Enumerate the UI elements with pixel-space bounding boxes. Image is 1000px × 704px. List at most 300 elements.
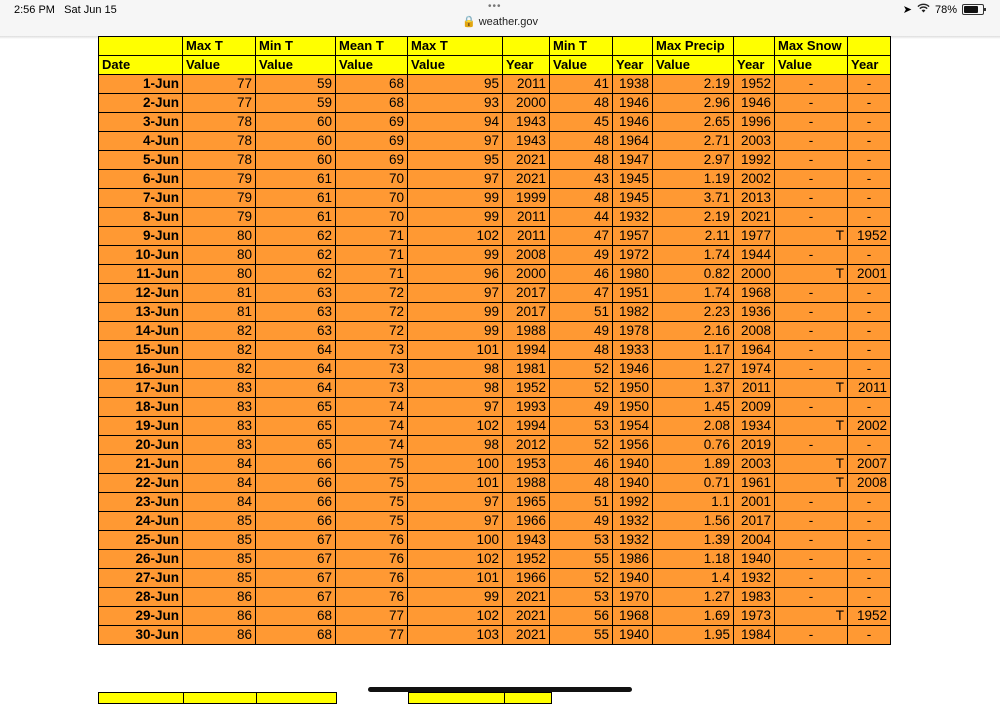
date-cell: 22-Jun — [99, 474, 183, 493]
value-cell: - — [848, 132, 891, 151]
value-cell: 73 — [336, 379, 408, 398]
address-bar[interactable] — [0, 15, 1000, 28]
value-cell: 85 — [183, 550, 256, 569]
value-cell: 1940 — [613, 455, 653, 474]
value-cell: 69 — [336, 132, 408, 151]
value-cell: - — [775, 322, 848, 341]
value-cell: 1952 — [848, 227, 891, 246]
value-cell: 1988 — [503, 322, 550, 341]
value-cell: 48 — [550, 151, 613, 170]
value-cell: 94 — [408, 113, 503, 132]
value-cell: 71 — [336, 265, 408, 284]
value-cell: - — [848, 550, 891, 569]
value-cell: 72 — [336, 284, 408, 303]
value-cell: 75 — [336, 512, 408, 531]
group-header-cell: Max Snow — [775, 37, 848, 56]
value-cell: 1994 — [503, 417, 550, 436]
group-header-cell: Min T — [550, 37, 613, 56]
value-cell: - — [848, 151, 891, 170]
value-cell: 61 — [256, 208, 336, 227]
value-cell: - — [848, 246, 891, 265]
value-cell: 2011 — [503, 227, 550, 246]
table-row — [99, 360, 891, 379]
value-cell: 59 — [256, 75, 336, 94]
value-cell: - — [848, 303, 891, 322]
value-cell: 1.56 — [653, 512, 734, 531]
value-cell: 2021 — [503, 607, 550, 626]
value-cell: 45 — [550, 113, 613, 132]
value-cell: 99 — [408, 322, 503, 341]
value-cell: 2000 — [734, 265, 775, 284]
value-cell: 49 — [550, 322, 613, 341]
home-indicator[interactable] — [368, 687, 632, 692]
multitask-dots-icon[interactable]: ••• — [488, 1, 502, 12]
value-cell: 2.19 — [653, 75, 734, 94]
value-cell: 2008 — [734, 322, 775, 341]
value-cell: 1.17 — [653, 341, 734, 360]
value-cell: 83 — [183, 398, 256, 417]
value-cell: 84 — [183, 474, 256, 493]
sub-header-cell: Year — [848, 56, 891, 75]
value-cell: 1968 — [734, 284, 775, 303]
value-cell: 2021 — [503, 170, 550, 189]
value-cell: 61 — [256, 189, 336, 208]
value-cell: 74 — [336, 436, 408, 455]
value-cell: 76 — [336, 550, 408, 569]
value-cell: 1.18 — [653, 550, 734, 569]
value-cell: 1946 — [613, 113, 653, 132]
location-icon: ➤ — [902, 4, 912, 16]
value-cell: T — [775, 265, 848, 284]
next-table-cell — [183, 692, 257, 704]
value-cell: 76 — [336, 569, 408, 588]
value-cell: 70 — [336, 170, 408, 189]
value-cell: 2017 — [503, 284, 550, 303]
value-cell: 1940 — [613, 569, 653, 588]
value-cell: 51 — [550, 493, 613, 512]
value-cell: 2012 — [503, 436, 550, 455]
table-row — [99, 151, 891, 170]
battery-icon — [962, 4, 984, 15]
value-cell: 2.08 — [653, 417, 734, 436]
value-cell: 67 — [256, 531, 336, 550]
value-cell: 2.97 — [653, 151, 734, 170]
date-cell: 26-Jun — [99, 550, 183, 569]
value-cell: 1940 — [613, 474, 653, 493]
value-cell: 1.69 — [653, 607, 734, 626]
value-cell: 1974 — [734, 360, 775, 379]
value-cell: 1952 — [734, 75, 775, 94]
value-cell: 84 — [183, 455, 256, 474]
value-cell: 76 — [336, 588, 408, 607]
value-cell: - — [775, 360, 848, 379]
sub-header-cell: Year — [734, 56, 775, 75]
value-cell: 101 — [408, 569, 503, 588]
table-row — [99, 379, 891, 398]
value-cell: - — [848, 113, 891, 132]
value-cell: 79 — [183, 170, 256, 189]
next-table-cell — [504, 692, 552, 704]
date-cell: 23-Jun — [99, 493, 183, 512]
value-cell: 78 — [183, 113, 256, 132]
value-cell: 80 — [183, 246, 256, 265]
value-cell: 68 — [336, 75, 408, 94]
value-cell: 1.27 — [653, 360, 734, 379]
value-cell: 1996 — [734, 113, 775, 132]
value-cell: 1947 — [613, 151, 653, 170]
value-cell: 3.71 — [653, 189, 734, 208]
value-cell: 47 — [550, 284, 613, 303]
value-cell: 76 — [336, 531, 408, 550]
value-cell: 1972 — [613, 246, 653, 265]
value-cell: T — [775, 227, 848, 246]
table-row — [99, 94, 891, 113]
value-cell: 1986 — [613, 550, 653, 569]
value-cell: 68 — [256, 607, 336, 626]
value-cell: 1.19 — [653, 170, 734, 189]
value-cell: - — [775, 151, 848, 170]
value-cell: 51 — [550, 303, 613, 322]
date-cell: 20-Jun — [99, 436, 183, 455]
value-cell: T — [775, 474, 848, 493]
sub-header-cell: Value — [408, 56, 503, 75]
value-cell: 97 — [408, 284, 503, 303]
table-row — [99, 132, 891, 151]
value-cell: 96 — [408, 265, 503, 284]
value-cell: 82 — [183, 341, 256, 360]
date-cell: 18-Jun — [99, 398, 183, 417]
table-row — [99, 455, 891, 474]
value-cell: - — [775, 588, 848, 607]
value-cell: 2003 — [734, 455, 775, 474]
date-cell: 4-Jun — [99, 132, 183, 151]
date-cell: 5-Jun — [99, 151, 183, 170]
value-cell: 47 — [550, 227, 613, 246]
date-cell: 16-Jun — [99, 360, 183, 379]
table-row — [99, 75, 891, 94]
table-row — [99, 626, 891, 645]
value-cell: 81 — [183, 303, 256, 322]
table-row — [99, 208, 891, 227]
value-cell: 97 — [408, 493, 503, 512]
value-cell: 97 — [408, 170, 503, 189]
table-row — [99, 493, 891, 512]
value-cell: 1984 — [734, 626, 775, 645]
date-cell: 28-Jun — [99, 588, 183, 607]
value-cell: 99 — [408, 246, 503, 265]
value-cell: 48 — [550, 189, 613, 208]
date-cell: 3-Jun — [99, 113, 183, 132]
value-cell: 2.16 — [653, 322, 734, 341]
next-table-cell — [408, 692, 505, 704]
value-cell: - — [848, 493, 891, 512]
value-cell: - — [848, 512, 891, 531]
date-cell: 24-Jun — [99, 512, 183, 531]
value-cell: 100 — [408, 455, 503, 474]
value-cell: 83 — [183, 417, 256, 436]
value-cell: - — [775, 75, 848, 94]
value-cell: 1932 — [613, 512, 653, 531]
value-cell: 2007 — [848, 455, 891, 474]
value-cell: 85 — [183, 569, 256, 588]
value-cell: 0.71 — [653, 474, 734, 493]
group-header-cell — [613, 37, 653, 56]
date-cell: 9-Jun — [99, 227, 183, 246]
value-cell: 75 — [336, 455, 408, 474]
table-row — [99, 474, 891, 493]
value-cell: 60 — [256, 151, 336, 170]
value-cell: 2.11 — [653, 227, 734, 246]
group-header-cell — [848, 37, 891, 56]
value-cell: 72 — [336, 322, 408, 341]
value-cell: 2019 — [734, 436, 775, 455]
group-header-cell — [99, 37, 183, 56]
value-cell: 65 — [256, 398, 336, 417]
value-cell: 97 — [408, 132, 503, 151]
value-cell: 1964 — [734, 341, 775, 360]
date-cell: 12-Jun — [99, 284, 183, 303]
value-cell: 86 — [183, 607, 256, 626]
value-cell: - — [848, 436, 891, 455]
value-cell: 73 — [336, 360, 408, 379]
value-cell: 2.23 — [653, 303, 734, 322]
value-cell: - — [848, 588, 891, 607]
sub-header-cell: Value — [256, 56, 336, 75]
value-cell: 55 — [550, 626, 613, 645]
value-cell: - — [848, 398, 891, 417]
value-cell: 1.39 — [653, 531, 734, 550]
value-cell: 1936 — [734, 303, 775, 322]
value-cell: 77 — [183, 94, 256, 113]
value-cell: 80 — [183, 265, 256, 284]
sub-header-cell: Year — [613, 56, 653, 75]
value-cell: 2.19 — [653, 208, 734, 227]
value-cell: 1940 — [613, 626, 653, 645]
value-cell: 71 — [336, 246, 408, 265]
value-cell: 1980 — [613, 265, 653, 284]
value-cell: 56 — [550, 607, 613, 626]
value-cell: 52 — [550, 436, 613, 455]
table-row — [99, 436, 891, 455]
value-cell: - — [848, 284, 891, 303]
table-row — [99, 303, 891, 322]
status-date: Sat Jun 15 — [64, 4, 117, 16]
date-cell: 25-Jun — [99, 531, 183, 550]
value-cell: 1943 — [503, 531, 550, 550]
value-cell: 1957 — [613, 227, 653, 246]
sub-header-cell: Value — [775, 56, 848, 75]
value-cell: 48 — [550, 94, 613, 113]
sub-header-cell: Date — [99, 56, 183, 75]
value-cell: 102 — [408, 227, 503, 246]
value-cell: 1981 — [503, 360, 550, 379]
value-cell: 1.74 — [653, 284, 734, 303]
url-text: weather.gov — [478, 16, 539, 28]
value-cell: 1938 — [613, 75, 653, 94]
value-cell: 2.96 — [653, 94, 734, 113]
value-cell: 2021 — [503, 626, 550, 645]
group-header-cell — [503, 37, 550, 56]
sub-header-row — [99, 56, 891, 75]
value-cell: 1966 — [503, 569, 550, 588]
value-cell: 82 — [183, 360, 256, 379]
value-cell: 1940 — [734, 550, 775, 569]
date-cell: 15-Jun — [99, 341, 183, 360]
value-cell: 1953 — [503, 455, 550, 474]
table-row — [99, 550, 891, 569]
group-header-cell: Max Precip — [653, 37, 734, 56]
date-cell: 13-Jun — [99, 303, 183, 322]
value-cell: 2003 — [734, 132, 775, 151]
value-cell: 1944 — [734, 246, 775, 265]
value-cell: 2011 — [848, 379, 891, 398]
value-cell: 1932 — [613, 208, 653, 227]
value-cell: 2001 — [848, 265, 891, 284]
value-cell: 1970 — [613, 588, 653, 607]
value-cell: 2.71 — [653, 132, 734, 151]
value-cell: 1999 — [503, 189, 550, 208]
value-cell: - — [848, 360, 891, 379]
value-cell: 83 — [183, 436, 256, 455]
group-header-cell: Max T — [183, 37, 256, 56]
value-cell: 86 — [183, 588, 256, 607]
value-cell: 1978 — [613, 322, 653, 341]
date-cell: 10-Jun — [99, 246, 183, 265]
value-cell: 52 — [550, 569, 613, 588]
value-cell: 66 — [256, 455, 336, 474]
status-time: 2:56 PM — [14, 4, 55, 16]
value-cell: - — [848, 531, 891, 550]
value-cell: 59 — [256, 94, 336, 113]
value-cell: 1933 — [613, 341, 653, 360]
value-cell: 78 — [183, 132, 256, 151]
value-cell: 1964 — [613, 132, 653, 151]
value-cell: - — [848, 75, 891, 94]
status-bar — [0, 0, 1000, 36]
value-cell: 52 — [550, 360, 613, 379]
value-cell: 1.45 — [653, 398, 734, 417]
value-cell: 1.74 — [653, 246, 734, 265]
group-header-cell: Min T — [256, 37, 336, 56]
value-cell: 1954 — [613, 417, 653, 436]
value-cell: 49 — [550, 512, 613, 531]
value-cell: 66 — [256, 474, 336, 493]
table-row — [99, 512, 891, 531]
value-cell: 53 — [550, 531, 613, 550]
value-cell: 48 — [550, 132, 613, 151]
value-cell: 64 — [256, 341, 336, 360]
table-row — [99, 588, 891, 607]
group-header-cell: Max T — [408, 37, 503, 56]
value-cell: 1992 — [613, 493, 653, 512]
value-cell: 1993 — [503, 398, 550, 417]
value-cell: 70 — [336, 208, 408, 227]
table-row — [99, 189, 891, 208]
value-cell: 46 — [550, 455, 613, 474]
value-cell: 49 — [550, 398, 613, 417]
value-cell: 82 — [183, 322, 256, 341]
value-cell: 43 — [550, 170, 613, 189]
value-cell: - — [775, 493, 848, 512]
value-cell: 80 — [183, 227, 256, 246]
sub-header-cell: Value — [336, 56, 408, 75]
value-cell: 1951 — [613, 284, 653, 303]
value-cell: 62 — [256, 246, 336, 265]
value-cell: 66 — [256, 493, 336, 512]
value-cell: 73 — [336, 341, 408, 360]
value-cell: 97 — [408, 398, 503, 417]
value-cell: 48 — [550, 341, 613, 360]
value-cell: 93 — [408, 94, 503, 113]
value-cell: 60 — [256, 132, 336, 151]
value-cell: 66 — [256, 512, 336, 531]
value-cell: 2002 — [848, 417, 891, 436]
value-cell: 97 — [408, 512, 503, 531]
value-cell: 64 — [256, 360, 336, 379]
value-cell: - — [775, 531, 848, 550]
value-cell: 2.65 — [653, 113, 734, 132]
group-header-cell — [734, 37, 775, 56]
next-table-cell — [256, 692, 337, 704]
date-cell: 11-Jun — [99, 265, 183, 284]
value-cell: 0.76 — [653, 436, 734, 455]
value-cell: - — [775, 626, 848, 645]
value-cell: - — [775, 436, 848, 455]
value-cell: 79 — [183, 208, 256, 227]
value-cell: 2017 — [734, 512, 775, 531]
value-cell: 1932 — [734, 569, 775, 588]
value-cell: 86 — [183, 626, 256, 645]
value-cell: - — [775, 341, 848, 360]
value-cell: 74 — [336, 398, 408, 417]
table-row — [99, 417, 891, 436]
value-cell: 2008 — [848, 474, 891, 493]
value-cell: 1945 — [613, 170, 653, 189]
value-cell: 1968 — [613, 607, 653, 626]
date-cell: 21-Jun — [99, 455, 183, 474]
lock-icon: 🔒 — [461, 16, 476, 28]
value-cell: 41 — [550, 75, 613, 94]
sub-header-cell: Value — [183, 56, 256, 75]
date-cell: 27-Jun — [99, 569, 183, 588]
value-cell: 68 — [336, 94, 408, 113]
date-cell: 1-Jun — [99, 75, 183, 94]
battery-percent: 78% — [934, 3, 957, 16]
value-cell: 1946 — [613, 94, 653, 113]
value-cell: 101 — [408, 474, 503, 493]
value-cell: 75 — [336, 493, 408, 512]
value-cell: 102 — [408, 607, 503, 626]
value-cell: 85 — [183, 531, 256, 550]
value-cell: 60 — [256, 113, 336, 132]
value-cell: 1934 — [734, 417, 775, 436]
value-cell: 95 — [408, 151, 503, 170]
date-cell: 14-Jun — [99, 322, 183, 341]
value-cell: 1.95 — [653, 626, 734, 645]
value-cell: 1932 — [613, 531, 653, 550]
value-cell: 1950 — [613, 379, 653, 398]
value-cell: - — [848, 94, 891, 113]
table-row — [99, 284, 891, 303]
value-cell: 85 — [183, 512, 256, 531]
sub-header-cell: Value — [653, 56, 734, 75]
value-cell: 1961 — [734, 474, 775, 493]
value-cell: 102 — [408, 550, 503, 569]
value-cell: 95 — [408, 75, 503, 94]
value-cell: 70 — [336, 189, 408, 208]
value-cell: 72 — [336, 303, 408, 322]
status-indicators — [903, 3, 984, 16]
